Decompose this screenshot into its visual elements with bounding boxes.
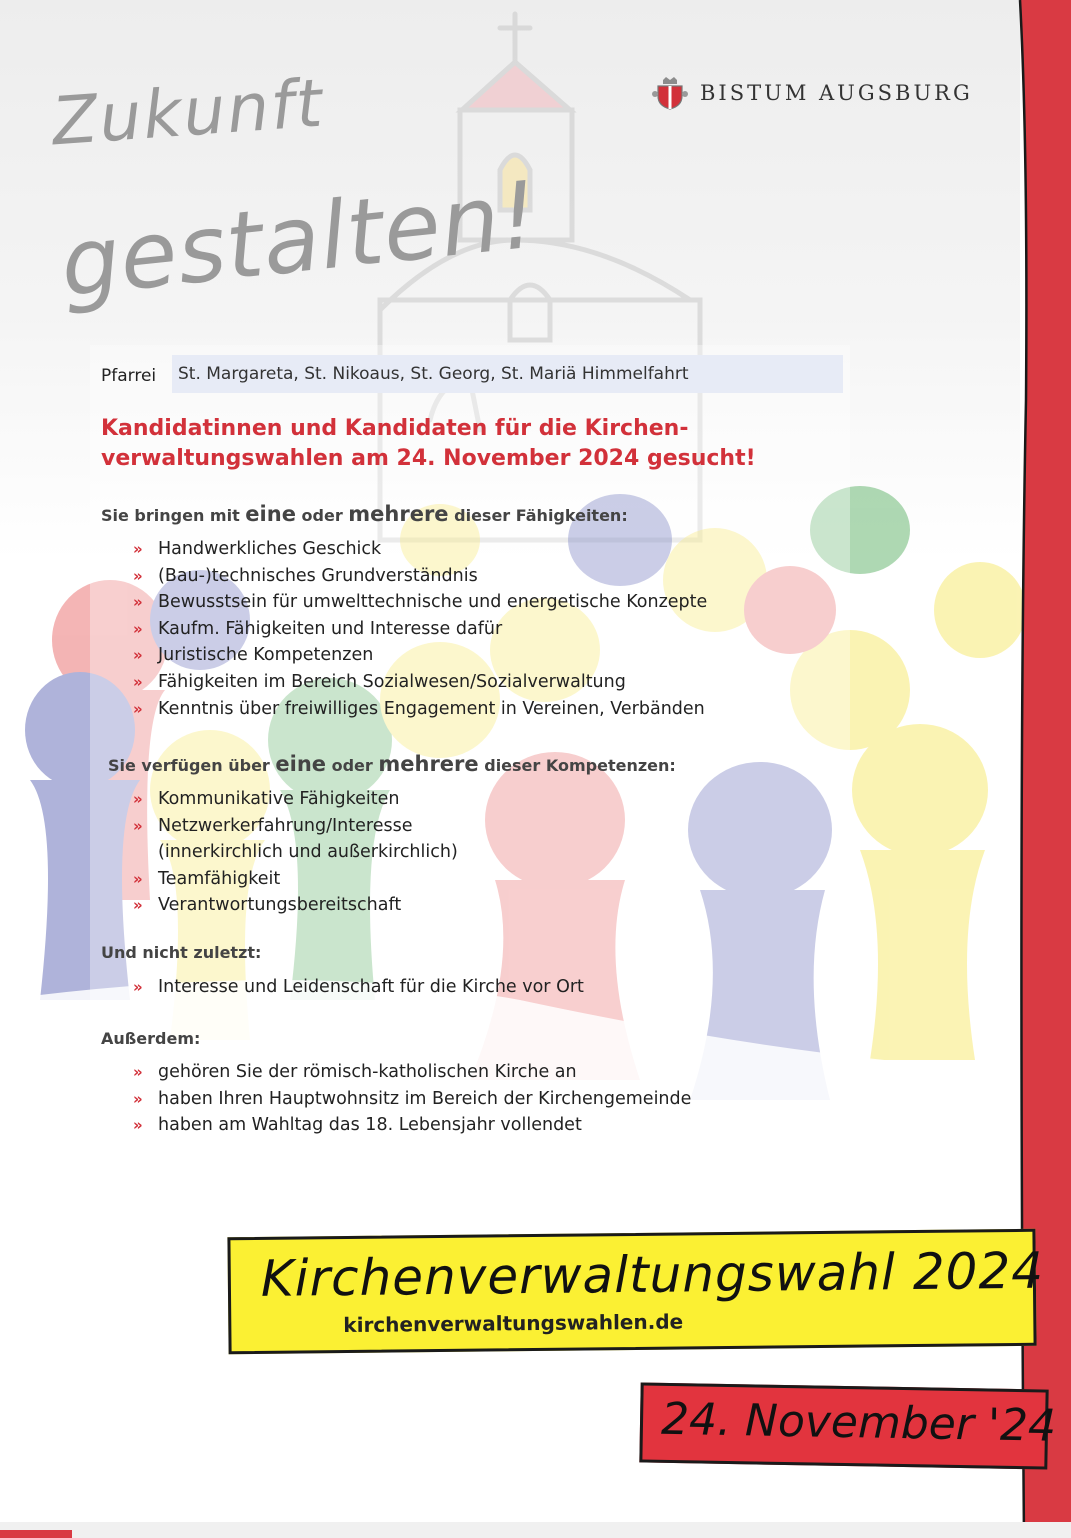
list-item-text: Juristische Kompetenzen xyxy=(158,645,374,666)
list-item-text: Teamfähigkeit xyxy=(158,868,281,889)
skills-list xyxy=(133,536,707,722)
footer-bar xyxy=(0,1522,1071,1538)
heading-emphasis: mehrere xyxy=(348,502,449,526)
list-item xyxy=(133,642,707,669)
list-item xyxy=(133,1086,691,1113)
election-date: 24. November '24 xyxy=(660,1393,1057,1452)
heading-emphasis: eine xyxy=(245,502,296,526)
section-finally-heading: Und nicht zuletzt: xyxy=(101,943,262,962)
heading-text: oder xyxy=(331,756,373,775)
list-item xyxy=(133,974,584,1001)
list-item xyxy=(133,616,707,643)
heading-text: dieser Kompetenzen: xyxy=(484,756,676,775)
brand-name: BISTUM AUGSBURG xyxy=(700,81,973,105)
section-competencies-heading xyxy=(108,752,676,776)
bullet-marker-icon: » xyxy=(133,896,143,915)
heading-emphasis: mehrere xyxy=(378,752,479,776)
list-item xyxy=(133,669,707,696)
headline-line1: Kandidatinnen und Kandidaten für die Kirchen- xyxy=(101,416,689,441)
list-item-text: gehören Sie der römisch-katholischen Kirche an xyxy=(158,1062,577,1082)
section-requirements-heading: Außerdem: xyxy=(101,1029,201,1048)
list-item xyxy=(133,696,707,723)
list-item-text: Kaufm. Fähigkeiten und Interesse dafür xyxy=(158,618,503,639)
bullet-marker-icon: » xyxy=(133,790,143,808)
list-item xyxy=(133,786,458,813)
list-item-subtext: (innerkirchlich und außerkirchlich) xyxy=(158,842,458,863)
bullet-marker-icon: » xyxy=(133,978,143,996)
hero-title-line1: Zukunft xyxy=(49,64,327,161)
heading-text: Sie bringen mit xyxy=(101,506,240,525)
headline-line2: verwaltungswahlen am 24. November 2024 gesucht! xyxy=(101,446,756,471)
banner-url: kirchenverwaltungswahlen.de xyxy=(343,1309,684,1338)
section-skills-heading xyxy=(101,502,628,526)
competencies-list xyxy=(133,786,458,919)
bullet-marker-icon: » xyxy=(133,672,143,691)
parish-field xyxy=(172,355,843,393)
list-item xyxy=(133,536,707,563)
bullet-marker-icon: » xyxy=(133,593,143,612)
footer-accent xyxy=(0,1530,72,1538)
heading-text: dieser Fähigkeiten: xyxy=(454,506,628,525)
list-item-text: Netzwerkerfahrung/Interesse xyxy=(158,815,413,836)
list-item xyxy=(133,813,458,866)
list-item-text: Handwerkliches Geschick xyxy=(158,539,382,559)
headline xyxy=(101,414,901,474)
bullet-marker-icon: » xyxy=(133,816,143,835)
requirements-list xyxy=(133,1059,691,1139)
brand-logo xyxy=(652,76,973,110)
election-banner xyxy=(227,1229,1045,1354)
bullet-marker-icon: » xyxy=(133,1089,143,1108)
list-item xyxy=(133,892,458,919)
coat-of-arms-icon xyxy=(652,76,688,110)
list-item xyxy=(133,563,707,590)
list-item-text: (Bau-)technisches Grundverständnis xyxy=(158,565,478,586)
list-item xyxy=(133,866,458,893)
list-item-text: Verantwortungsbereitschaft xyxy=(158,895,402,916)
bullet-marker-icon: » xyxy=(133,646,143,665)
list-item-text: Kenntnis über freiwilliges Engagement in Vereinen, Verbänden xyxy=(158,698,705,719)
list-item-text: Interesse und Leidenschaft für die Kirche vor Ort xyxy=(158,977,584,997)
bullet-marker-icon: » xyxy=(133,869,143,888)
list-item-text: Bewusstsein für umwelttechnische und energetische Konzepte xyxy=(158,592,708,613)
list-item xyxy=(133,1112,691,1139)
parish-value: St. Margareta, St. Nikoaus, St. Georg, St. Mariä Himmelfahrt xyxy=(178,364,689,384)
list-item-text: Kommunikative Fähigkeiten xyxy=(158,789,400,809)
list-item-text: Fähigkeiten im Bereich Sozialwesen/Sozialverwaltung xyxy=(158,671,626,692)
election-date-box xyxy=(639,1382,1057,1469)
hero-title-line2: gestalten! xyxy=(55,161,544,318)
bullet-marker-icon: » xyxy=(133,566,143,585)
bullet-marker-icon: » xyxy=(133,1116,143,1135)
heading-emphasis: eine xyxy=(275,752,327,776)
heading-text: oder xyxy=(301,506,343,525)
list-item xyxy=(133,589,707,616)
parish-label: Pfarrei xyxy=(101,366,157,386)
bullet-marker-icon: » xyxy=(133,619,143,638)
list-item-text: haben Ihren Hauptwohnsitz im Bereich der Kirchengemeinde xyxy=(158,1088,692,1109)
bullet-marker-icon: » xyxy=(133,699,143,718)
bullet-marker-icon: » xyxy=(133,540,143,558)
list-item xyxy=(133,1059,691,1086)
heading-text: Sie verfügen über xyxy=(108,756,270,775)
banner-title: Kirchenverwaltungswahl 2024 xyxy=(260,1241,1045,1308)
finally-list xyxy=(133,974,584,1001)
bullet-marker-icon: » xyxy=(133,1063,143,1081)
list-item-text: haben am Wahltag das 18. Lebensjahr vollendet xyxy=(158,1115,582,1136)
